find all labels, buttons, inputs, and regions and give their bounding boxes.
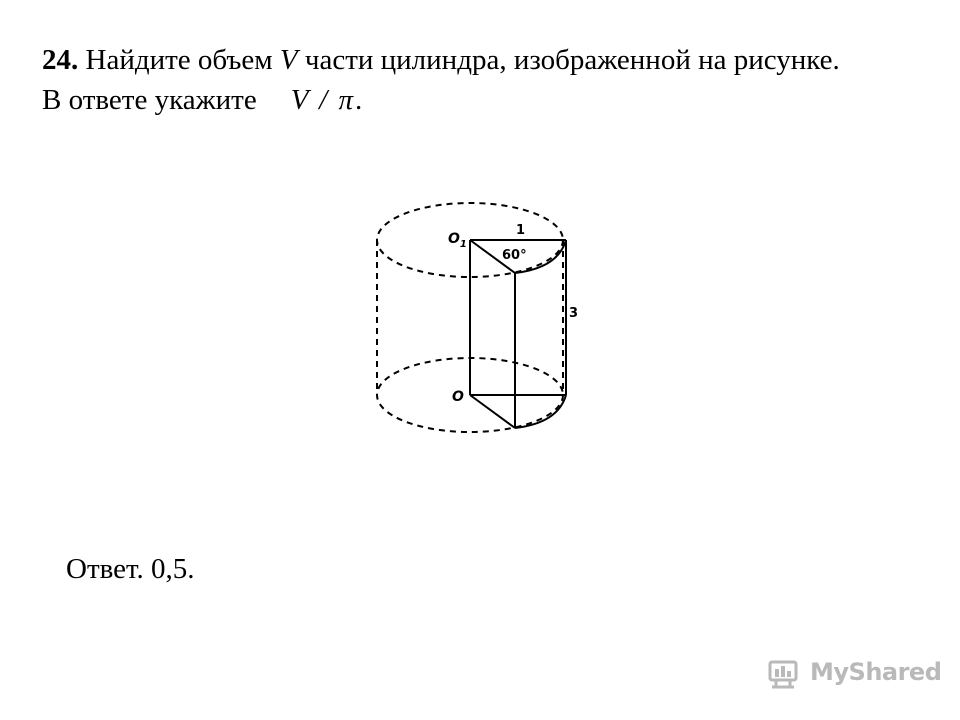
- cylinder-figure: [360, 190, 600, 450]
- problem-text-part1: Найдите объем: [78, 44, 280, 76]
- problem-line-2: [42, 80, 942, 120]
- watermark-logo-icon: [766, 656, 804, 690]
- problem-number: 24.: [42, 44, 79, 76]
- label-radius: 1: [516, 223, 526, 238]
- bottom-arc: [515, 395, 566, 428]
- instruction-period: .: [354, 84, 363, 116]
- answer-instruction: В ответе укажите: [42, 84, 257, 116]
- bottom-radius-front: [470, 395, 515, 428]
- label-o: O: [452, 389, 464, 405]
- problem-statement: [42, 40, 942, 120]
- answer-text: Ответ. 0,5.: [66, 553, 195, 585]
- volume-variable: V: [279, 44, 298, 76]
- label-height: 3: [569, 306, 579, 321]
- answer-formula: V / π: [290, 84, 355, 116]
- problem-line-1: [42, 40, 942, 80]
- watermark-text: MyShared: [810, 658, 942, 686]
- watermark: [766, 656, 942, 692]
- label-o1: $O_1$: [448, 231, 467, 250]
- problem-text-part2: части цилиндра, изображенной на рисунке.: [297, 44, 840, 76]
- label-angle: 60°: [502, 248, 527, 263]
